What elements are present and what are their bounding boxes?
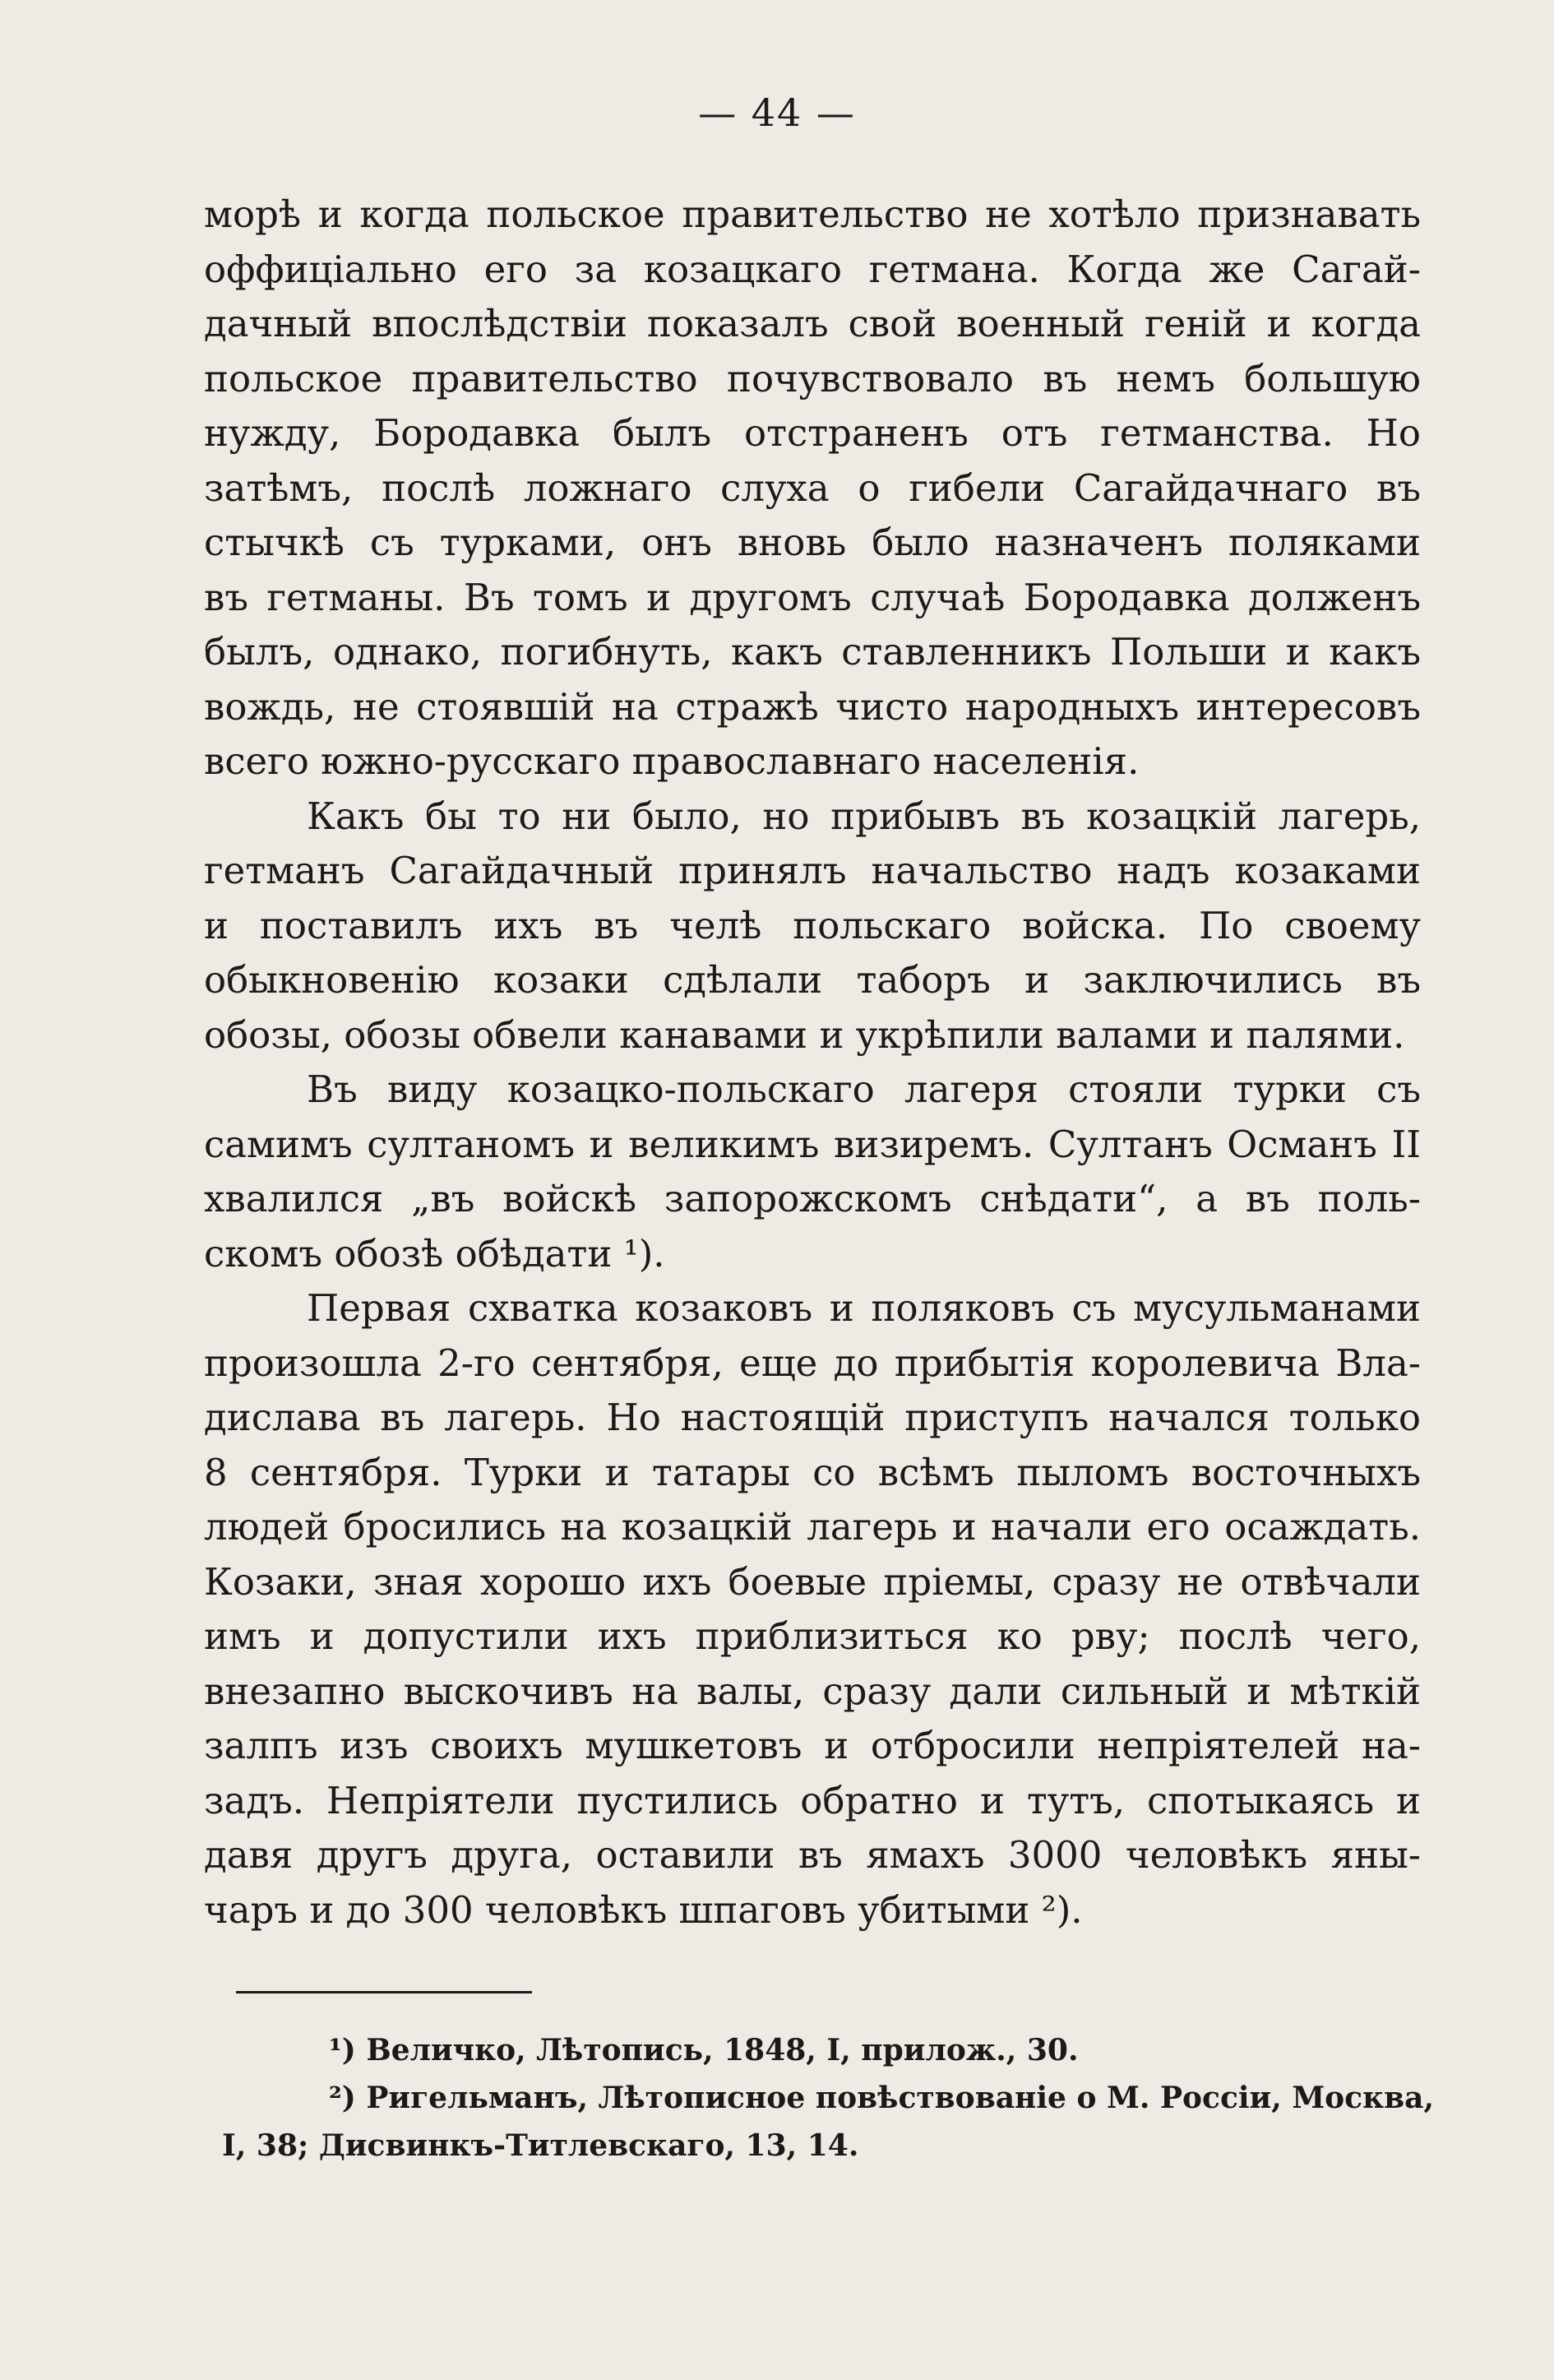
footnote-divider — [236, 1991, 532, 1993]
page-number: — 44 — — [698, 90, 856, 135]
text-line: людей бросились на козацкій лагерь и начали его осаждать. — [204, 1505, 1421, 1549]
text-line: Козаки, зная хорошо ихъ боевые пріемы, сразу не отвѣчали — [204, 1559, 1421, 1604]
footnote-2: ²) Ригельманъ, Лѣтописное повѣствованіе о М. Россіи, Москва, — [329, 2081, 1434, 2115]
text-line: и поставилъ ихъ въ челѣ польскаго войска. По своему — [204, 903, 1421, 947]
text-line: морѣ и когда польское правительство не хотѣло признавать — [204, 192, 1421, 236]
text-line: имъ и допустили ихъ приблизиться ко рву; послѣ чего, — [204, 1614, 1421, 1658]
text-line: хвалился „въ войскѣ запорожскомъ снѣдати“, а въ поль- — [204, 1177, 1421, 1220]
text-line: задъ. Непріятели пустились обратно и тутъ, спотыкаясь и — [204, 1778, 1421, 1822]
text-line: стычкѣ съ турками, онъ вновь было назначенъ поляками — [204, 521, 1421, 564]
text-line: Какъ бы то ни было, но прибывъ въ козацкій лагерь, — [307, 794, 1421, 838]
text-line: дачный впослѣдствіи показалъ свой военный геній и когда — [204, 302, 1421, 345]
paragraph-4 — [204, 1281, 1421, 1938]
text-line: Въ виду козацко-польскаго лагеря стояли турки съ — [307, 1067, 1421, 1111]
text-line: Первая схватка козаковъ и поляковъ съ мусульманами — [307, 1286, 1421, 1330]
text-line: обыкновенію козаки сдѣлали таборъ и заключились въ — [204, 958, 1421, 1002]
text-line: залпъ изъ своихъ мушкетовъ и отбросили непріятелей на- — [204, 1724, 1421, 1767]
text-line: нужду, Бородавка былъ отстраненъ отъ гетманства. Но — [204, 411, 1421, 455]
text-line: оффиціально его за козацкаго гетмана. Когда же Сагай- — [204, 247, 1421, 291]
text-line: произошла 2-го сентября, еще до прибытія королевича Вла- — [204, 1340, 1421, 1385]
paragraph-3 — [204, 1063, 1421, 1281]
text-line: внезапно выскочивъ на валы, сразу дали сильный и мѣткій — [204, 1669, 1421, 1713]
text-line: самимъ султаномъ и великимъ визиремъ. Султанъ Османъ II — [204, 1122, 1421, 1166]
text-line: чаръ и до 300 человѣкъ шпаговъ убитыми ²). — [204, 1887, 1083, 1932]
paragraph-1 — [204, 188, 1421, 789]
text-line: 8 сентября. Турки и татары со всѣмъ пыломъ восточныхъ — [204, 1450, 1421, 1494]
text-line: давя другъ друга, оставили въ ямахъ 3000 человѣкъ яны- — [204, 1833, 1421, 1877]
text-line: обозы, обозы обвели канавами и укрѣпили валами и палями. — [204, 1012, 1405, 1057]
text-line: польское правительство почувствовало въ немъ большую — [204, 356, 1421, 401]
footnotes — [222, 2026, 1434, 2169]
text-line: въ гетманы. Въ томъ и другомъ случаѣ Бородавка долженъ — [204, 575, 1421, 619]
text-line: затѣмъ, послѣ ложнаго слуха о гибели Сагайдачнаго въ — [204, 465, 1421, 510]
text-line: дислава въ лагерь. Но настоящій приступъ начался только — [204, 1396, 1421, 1439]
footnote-1: ¹) Величко, Лѣтопись, 1848, I, прилож., 30. — [329, 2033, 1079, 2067]
paragraph-2 — [204, 789, 1421, 1063]
text-line: былъ, однако, погибнуть, какъ ставленникъ Польши и какъ — [204, 630, 1421, 674]
text-line: гетманъ Сагайдачный принялъ начальство надъ козаками — [204, 849, 1421, 892]
text-line: скомъ обозѣ обѣдати ¹). — [204, 1231, 665, 1276]
body-text — [204, 188, 1421, 1938]
text-line: всего южно-русскаго православнаго населенія. — [204, 739, 1140, 783]
text-line: вождь, не стоявшій на стражѣ чисто народныхъ интересовъ — [204, 684, 1421, 729]
footnote-2-continuation: I, 38; Дисвинкъ-Титлевскаго, 13, 14. — [222, 2128, 859, 2163]
